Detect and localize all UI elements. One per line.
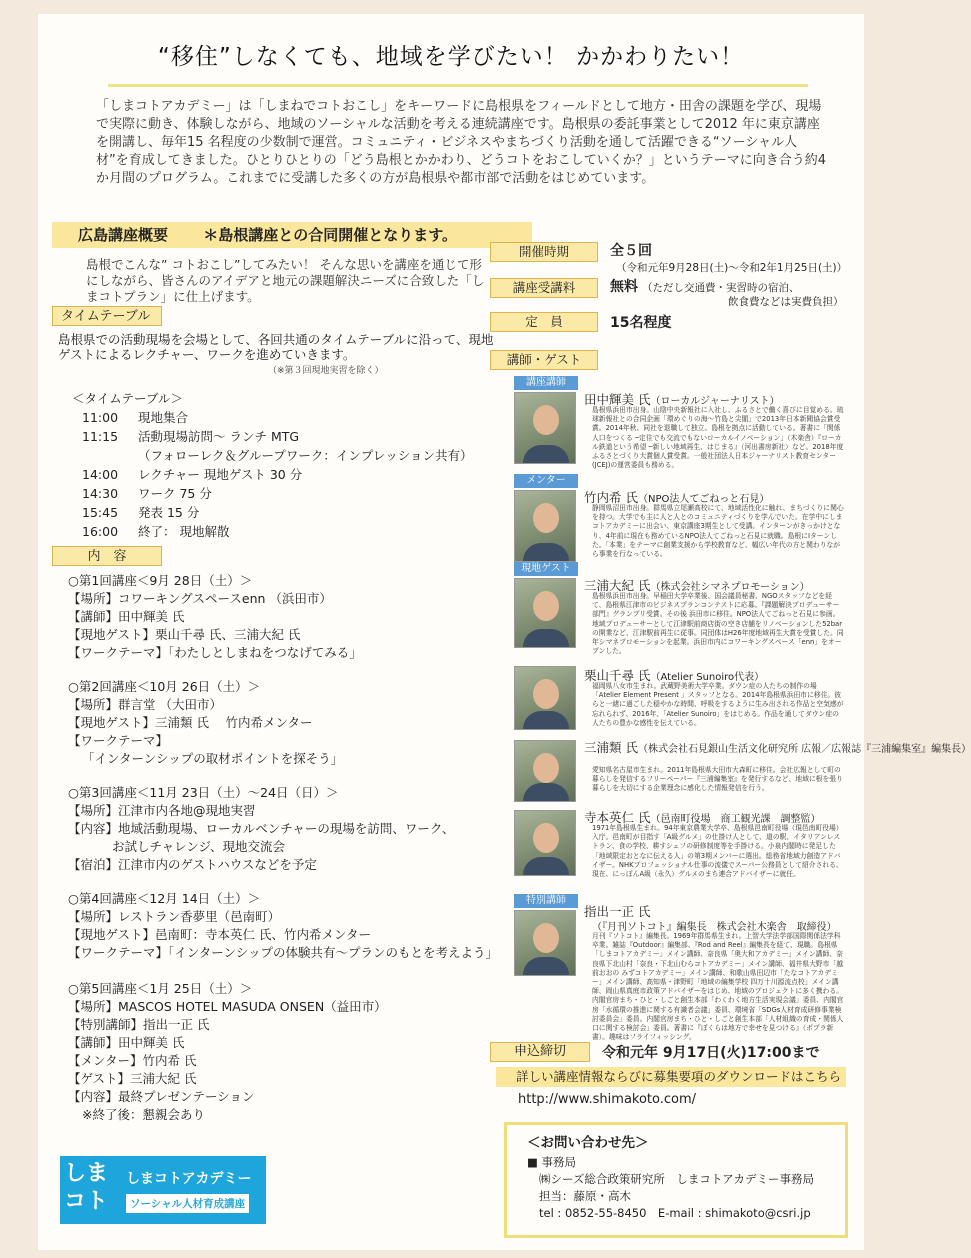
guest-name: 指出一正 氏 [584, 904, 651, 919]
course-summary: 島根でこんな” コトおこし”してみたい！ そんな思いを講座を通じて形にしながら、皆さんのアイデアと地元の課題解決ニーズに合致した「しまコトプラン」に仕上げます。 [86, 257, 485, 304]
session-1 [68, 572, 528, 662]
session-line: 【ゲスト】三浦大紀 氏 [68, 1071, 197, 1086]
timetable-note: （※第３回現地実習を除く） [268, 366, 384, 376]
session-line: 【ワークテーマ】 [68, 733, 169, 748]
guest-bio: 愛知県名古屋市生まれ。2011年島根県大田市大森町に移住。会社広報として町の暮らしを発信するフリーペーパー『三浦編集室』を発行するなど、地域に根を張り暮らしを大切にする企業理念に感化した情報発信を行う。 [592, 766, 843, 793]
schedule-label: 開催時期 [490, 242, 598, 262]
schedule-detail: （令和元年9月28日(土)〜令和2年1月25日(土)） [616, 262, 848, 274]
guests-label: 講師・ゲスト [490, 350, 598, 370]
session-line: 【宿泊】江津市内のゲストハウスなどを予定 [68, 857, 317, 872]
guest-bio: 静岡県沼田市出身。群馬県立尾瀬高校にて、地域活性化に触れ、まちづくりに関心を持つ。大学でも主に人と人とのコミュニティづくりを学んでいた。在学中にしまコトアカデミーに出会い、東京講座3期生として受講。インターンがきっかけとなり、4年前に現在も務めているNPO法人てごねっと石見に就職。島根にIターンした。「本業」をテーマに創業支援から学校教育など、幅広い年代の方と関わりながら事業を行なっている。 [592, 504, 844, 559]
section-title: 広島講座概要 [78, 226, 169, 244]
logo-tagline: ソーシャル人材育成講座 [126, 1194, 249, 1213]
session-line: 【現地ゲスト】邑南町：寺本英仁 氏、竹内希メンター [68, 927, 371, 942]
capacity-value: 15名程度 [610, 315, 672, 331]
session-line: 【現地ゲスト】栗山千尋 氏、三浦大紀 氏 [68, 627, 301, 642]
logo-name: しまコトアカデミー [126, 1171, 252, 1187]
timetable-activity: 活動現場訪問〜 ランチ MTG [138, 429, 300, 444]
session-line: 【場所】江津市内各地@現地実習 [68, 803, 256, 818]
guest-bio: 島根県浜田市出身。山陰中央新報社に入社し、ふるさとで働く喜びに目覚める。琉球新報社との合同企画「環めぐりの海〜竹島と尖閣」で2013年日本新聞協会賞受賞。2014年秋、同社を退職して独立。島根を拠点に活動している。著書に「関係人口をつくる ─定住でも交流でもないローカルイノベーション」（木楽舎）『ローカル鉄道という希望 ─新しい地域再生、はじまる』（河出書房新社）など。2018年度ふるさとづくり大賞個人賞受賞。一般社団法人日本ジャーナリスト教育センター(JCEJ)の運営委員も務める。 [592, 406, 844, 470]
flyer-page [38, 14, 971, 1250]
guest-photo [514, 810, 576, 876]
timetable-description: 島根県での活動現場を会場として、各回共通のタイムテーブルに沿って、現地ゲストによるレクチャー、ワークを進めていきます。 [58, 332, 494, 362]
session-line: 【ワークテーマ】「わたしとしまねをつなげてみる」 [68, 645, 362, 660]
session-line: 「インターンシップの取材ポイントを探そう」 [82, 751, 344, 766]
guest-name: 竹内希 氏（NPO法人てごねっと石見） [584, 490, 770, 505]
download-link[interactable]: 詳しい講座情報ならびに募集要項のダウンロードはこちら [496, 1067, 846, 1087]
timetable-time: 11:15 [82, 429, 119, 444]
session-line: 【場所】群言堂 （大田市） [68, 697, 222, 712]
logo-mark: しま コト [64, 1161, 109, 1214]
fee-label: 講座受講料 [490, 278, 598, 298]
timetable-time: 15:45 [82, 505, 119, 520]
capacity-label: 定 員 [490, 312, 598, 332]
session-line: 【メンター】竹内希 氏 [68, 1053, 197, 1068]
session-line: 【内容】地域活動現場、ローカルベンチャーの現場を訪問、ワーク、 [68, 821, 455, 836]
session-3 [68, 784, 528, 874]
guest-name: 栗山千尋 氏（Atelier Sunoiro代表） [584, 668, 765, 683]
academy-logo [60, 1156, 266, 1224]
guest-tag: 特別講師 [514, 894, 578, 908]
guest-photo [514, 578, 576, 648]
section-subtitle: ＊島根講座との合同開催となります。 [203, 226, 458, 244]
guest-name: 三浦類 氏（株式会社石見銀山生活文化研究所 広報／広報誌『三浦編集室』編集長） [584, 740, 971, 755]
fee-detail: 飲食費などは実費負担） [728, 296, 844, 308]
guest-photo [514, 392, 576, 464]
contact-tel-email[interactable]: tel : 0852-55-8450 E-mail : shimakoto@csri.jp [539, 1206, 811, 1220]
timetable-time: 14:30 [82, 486, 119, 501]
timetable-activity: ワーク 75 分 [138, 486, 212, 501]
guest-name: 田中輝美 氏（ローカルジャーナリスト） [584, 392, 780, 407]
website-url[interactable]: http://www.shimakoto.com/ [518, 1092, 697, 1107]
contact-office-label: ■ 事務局 [527, 1155, 577, 1169]
timetable-time: 14:00 [82, 467, 119, 482]
timetable-row [82, 484, 212, 502]
guest-bio: 島根県浜田市出身。早稲田大学卒業後、国会議員秘書、NGOスタッフなどを経て、島根県江津市のビジネスプランコンテストに応募。『課題解決プロデューサー部門』グランプリ受賞。その後 浜田市に移住。NPO法人てごねっと石見に参画。地域プロデューサーとして江津駅前商店街の空き店舗をリノベーションした52bar の開業など、江津駅前再生に従事。同団体はH26年度地域再生大賞を受賞した。同年シマネプロモーションを起業。浜田市内にコワーキングスペース「enn」をオープンした。 [592, 592, 844, 656]
guest-bio: 1971年島根県生まれ。94年東京農業大学卒、島根県邑南町役場（現邑南町役場）入庁。邑南町が目指す「A級グルメ」の仕掛け人として、道の駅、イタリアンレストラン、食の学校、耕すシェフの研修制度等を手掛ける。小泉内閣時に発足した「地域限定おとなに伝える人」の第3期メンバーに選出。総務省地域力創造アドバイザー。NHKプロフェッショナル仕事の流儀でスーパー公務員として紹介される。現在、にっぽんA級（永久）グルメのまち連合アドバイザーに就任。 [592, 824, 843, 879]
timetable-label: タイムテーブル [52, 306, 162, 326]
session-line: お試しチャレンジ、現地交流会 [112, 839, 286, 854]
timetable-row [82, 408, 188, 426]
contact-title: ＜お問い合わせ先＞ [527, 1135, 649, 1151]
timetable-time: 11:00 [82, 410, 119, 425]
timetable-title: ＜タイムテーブル＞ [72, 391, 183, 406]
timetable-activity: （フォローレク＆グループワーク：インプレッション共有） [138, 448, 473, 463]
session-line: 【場所】MASCOS HOTEL MASUDA ONSEN（益田市） [68, 999, 387, 1014]
session-line: 【講師】田中輝美 氏 [68, 1035, 185, 1050]
session-note: ※終了後：懇親会あり [82, 1107, 205, 1122]
session-heading: ○第3回講座＜11月 23日（土）〜24日（日）＞ [68, 785, 339, 800]
timetable-row [82, 427, 299, 445]
timetable-row [82, 503, 199, 521]
session-2 [68, 678, 528, 768]
guest-tag: 現地ゲスト [514, 562, 578, 576]
guest-name: 三浦大紀 氏（株式会社シマネプロモーション） [584, 578, 810, 593]
guest-name: 寺本英仁 氏（邑南町役場 商工観光課 調整監） [584, 810, 821, 825]
session-line: 【内容】最終プレゼンテーション [68, 1089, 255, 1104]
deadline-label: 申込締切 [490, 1042, 590, 1062]
contact-box [504, 1122, 848, 1238]
session-line: 【現地ゲスト】三浦類 氏 竹内希メンター [68, 715, 313, 730]
deadline-value: 令和元年 9月17日(火)17:00まで [602, 1045, 820, 1061]
schedule-value: 全５回 [610, 243, 652, 259]
timetable-row [82, 522, 229, 540]
session-heading: ○第5回講座＜1月 25日（土）＞ [68, 981, 253, 996]
session-line: 【場所】コワーキングスペースenn （浜田市） [68, 591, 332, 606]
timetable-row [82, 465, 302, 483]
guest-photo [514, 490, 576, 562]
contact-person: 担当：藤原・高木 [539, 1189, 631, 1203]
headline: “移住”しなくても、地域を学びたい！ かかわりたい！ [157, 44, 745, 70]
intro-paragraph: 「しまコトアカデミー」は「しまねでコトおこし」をキーワードに島根県をフィールドとして地方・田舎の課題を学び、現場で実際に動き、体験しながら、地域のソーシャルな活動を考える連続講座です。島根県の委託事業として2012 年に東京講座を開講し、毎年15 名程度の少数制で運営。コミュニティ・ビジネスやまちづくり活動を通して活躍できる“ソーシャル人材”を育成してきました。ひとりひとりの「どう島根とかかわり、どうコトをおこしていくか？」というテーマに向き合う約4か月間のプログラム。これまでに受講した多くの方が島根県や都市部で活動をはじめています。 [96, 99, 827, 186]
session-4 [68, 890, 528, 962]
headline-underline [108, 84, 808, 87]
guest-photo [514, 910, 576, 976]
timetable-activity: レクチャー 現地ゲスト 30 分 [138, 467, 303, 482]
fee-value: 無料 （ただし交通費・実習時の宿泊、 [610, 279, 800, 295]
timetable-activity: 現地集合 [138, 410, 189, 425]
session-5 [68, 980, 528, 1124]
guest-bio: 月刊『ソトコト』編集長。1969年群馬県生まれ。上智大学法学部国際関係法学科卒業。雑誌『Outdoor』編集部、『Rod and Reel』編集長を経て、現職。島根県「しまコトアカデミー」メイン講師、奈良県「奥大和アカデミー」メイン講師、奈良県下北山村「奈良・下北山むらコトアカデミー」メイン講師、福井県大野市「越前おおの みずコトアカデミー」メイン講師、和歌山県田辺市「たなコトアカデミー」メイン講師、高知県・津野町「地域の編集学校 四万十川源流点校」メイン講師、岡山県真庭市政策アドバイザーをはじめ、地域のプロジェクトに多く携わる。内閣官房まち・ひと・しごと創生本部「わくわく地方生活実現会議」委員、内閣官房「水循環の推進に関する有識者会議」委員、環境省「SDGs人材育成研修事業検討委員会」委員。内閣官房まち・ひと・しごと創生本部「人材組織の育成・関係人口に関する検討会」委員。著書に『ぼくらは地方で幸せを見つける』（ポプラ新書）。趣味はフライフィッシング。 [592, 932, 844, 1042]
timetable-activity: 終了： 現地解散 [138, 524, 230, 539]
session-line: 【特別講師】指出一正 氏 [68, 1017, 210, 1032]
session-line: 【場所】レストラン香夢里（邑南町） [68, 909, 281, 924]
session-line: 【ワークテーマ】「インターンシップの体験共有〜プランのもとを考えよう」 [68, 945, 498, 960]
contact-organization: ㈱シーズ総合政策研究所 しまコトアカデミー事務局 [539, 1172, 814, 1186]
timetable-time: 16:00 [82, 524, 119, 539]
session-heading: ○第4回講座＜12月 14日（土）＞ [68, 891, 261, 906]
timetable-row [138, 446, 473, 464]
session-heading: ○第2回講座＜10月 26日（土）＞ [68, 679, 261, 694]
guest-tag: 講座講師 [514, 376, 578, 390]
guest-bio: 福岡県八女市生まれ。武蔵野美術大学卒業。ダウン症の人たちの制作の場「Atelier Element Present 」スタッフとなる。2014年島根県浜田市に移住。彼らと一緒に過ごした穏やかな時間、呼吸をするように生み出される作品と空気感が忘れられず、2016年、「Atelier Sunoiro」をはじめる。作品を通してダウン症の人たちの豊かな感性を伝えている。 [592, 682, 844, 727]
guest-tag: メンター [514, 474, 578, 488]
guest-photo [514, 740, 576, 802]
timetable-activity: 発表 15 分 [138, 505, 200, 520]
section-title-band [52, 222, 532, 248]
session-line: 【講師】田中輝美 氏 [68, 609, 185, 624]
content-label: 内 容 [52, 546, 162, 566]
guest-affiliation: （『月刊ソトコト』編集長 株式会社木楽舎 取締役） [592, 922, 837, 933]
guest-photo [514, 666, 576, 730]
session-heading: ○第1回講座＜9月 28日（土）＞ [68, 573, 253, 588]
